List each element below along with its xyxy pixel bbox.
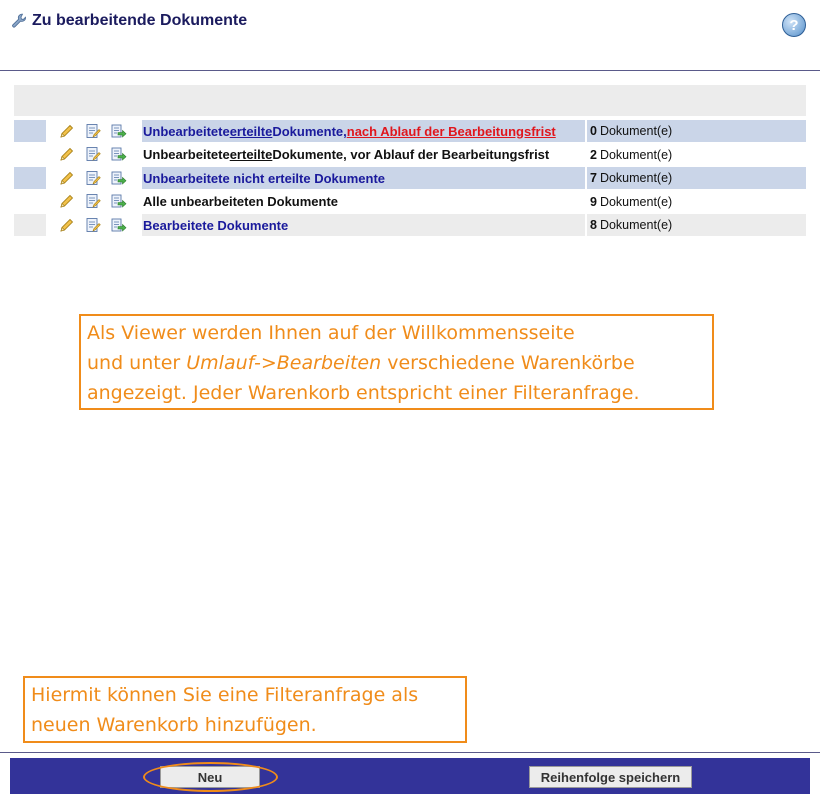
save-order-button[interactable]: Reihenfolge speichern <box>529 766 692 788</box>
header-divider <box>0 70 820 71</box>
row-select-cell[interactable] <box>14 167 46 189</box>
document-count: 9 Dokument(e) <box>590 194 673 209</box>
page-title: Zu bearbeitende Dokumente <box>32 12 248 29</box>
viewer-info-callout <box>79 314 714 410</box>
row-actions <box>46 120 142 142</box>
edit-document-icon[interactable] <box>84 170 101 187</box>
row-actions <box>46 144 142 166</box>
pencil-icon[interactable] <box>58 193 75 210</box>
edit-document-icon[interactable] <box>84 217 101 234</box>
pencil-icon[interactable] <box>58 170 75 187</box>
table-row <box>14 144 806 166</box>
callout-line: Als Viewer werden Ihnen auf der Willkommensseite <box>87 322 575 344</box>
export-icon[interactable] <box>110 123 127 140</box>
document-count: 8 Dokument(e) <box>587 214 806 236</box>
document-count: 7 Dokument(e) <box>587 167 806 189</box>
pencil-icon[interactable] <box>58 123 75 140</box>
wrench-icon <box>10 12 28 30</box>
document-count: 2 Dokument(e) <box>590 147 673 162</box>
basket-link[interactable]: Unbearbeitete erteilte Dokumente, nach Ablauf der Bearbeitungsfrist <box>142 120 585 142</box>
row-actions <box>46 191 142 213</box>
export-icon[interactable] <box>110 217 127 234</box>
callout-line: Hiermit können Sie eine Filteranfrage als <box>31 684 419 706</box>
row-select-cell[interactable] <box>14 214 46 236</box>
callout-line: und unter Umlauf->Bearbeiten verschiedene Warenkörbe <box>87 352 635 374</box>
new-button[interactable]: Neu <box>160 766 260 788</box>
basket-link[interactable]: Unbearbeitete nicht erteilte Dokumente <box>142 167 585 189</box>
callout-line: neuen Warenkorb hinzufügen. <box>31 714 317 736</box>
edit-document-icon[interactable] <box>84 123 101 140</box>
page-header <box>10 10 247 32</box>
table-row <box>14 167 806 189</box>
footer-divider <box>0 752 820 753</box>
basket-link[interactable]: Unbearbeitete erteilte Dokumente, vor Ablauf der Bearbeitungsfrist <box>143 147 550 162</box>
row-actions <box>46 167 142 189</box>
export-icon[interactable] <box>110 170 127 187</box>
new-basket-callout <box>23 676 467 743</box>
pencil-icon[interactable] <box>58 146 75 163</box>
row-select-cell[interactable] <box>14 120 46 142</box>
document-count: 0 Dokument(e) <box>587 120 806 142</box>
table-header <box>14 85 806 116</box>
export-icon[interactable] <box>110 146 127 163</box>
export-icon[interactable] <box>110 193 127 210</box>
basket-list <box>14 120 806 238</box>
table-row <box>14 214 806 236</box>
basket-link[interactable]: Bearbeitete Dokumente <box>142 214 585 236</box>
edit-document-icon[interactable] <box>84 193 101 210</box>
table-row <box>14 120 806 142</box>
row-select-cell[interactable] <box>14 191 46 213</box>
row-select-cell[interactable] <box>14 144 46 166</box>
callout-line: angezeigt. Jeder Warenkorb entspricht einer Filteranfrage. <box>87 382 640 404</box>
basket-link[interactable]: Alle unbearbeiteten Dokumente <box>143 194 339 209</box>
pencil-icon[interactable] <box>58 217 75 234</box>
edit-document-icon[interactable] <box>84 146 101 163</box>
table-row <box>14 191 806 213</box>
row-actions <box>46 214 142 236</box>
help-icon[interactable]: ? <box>782 13 806 37</box>
